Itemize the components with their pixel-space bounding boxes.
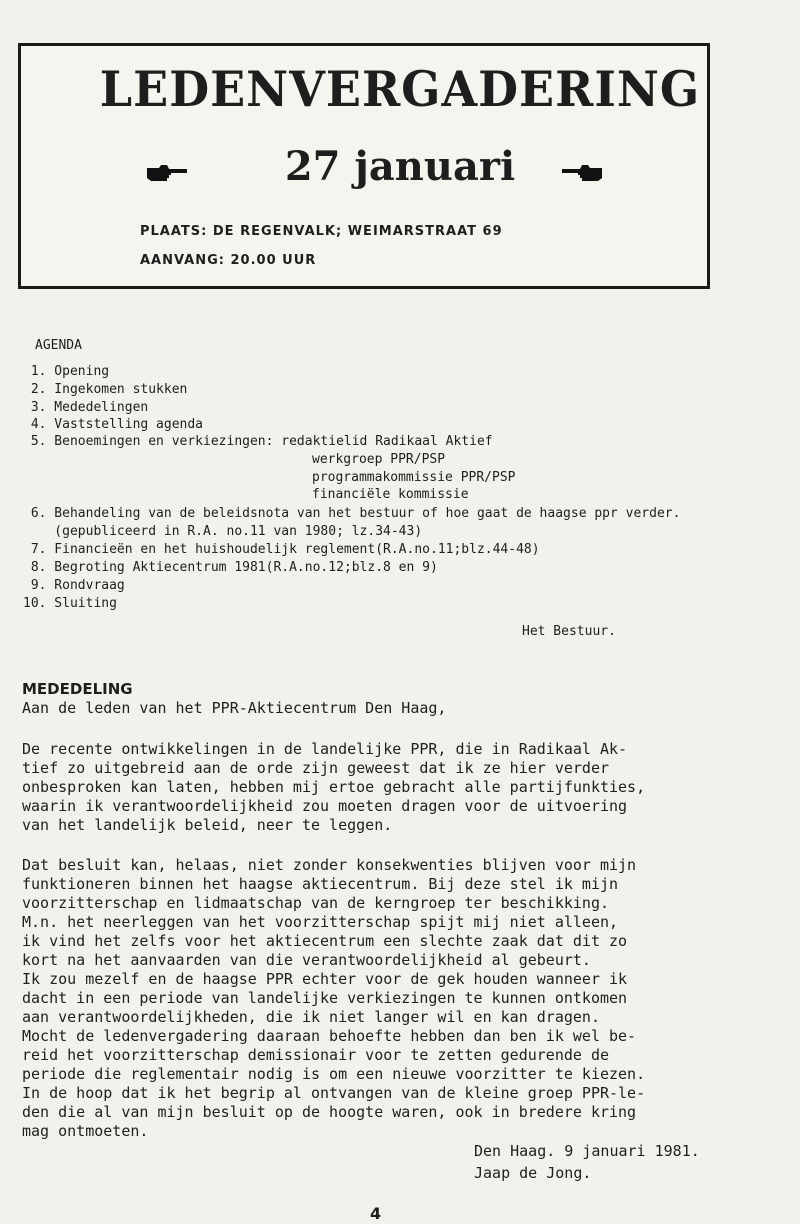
letter-line: waarin ik verantwoordelijkheid zou moeten dragen voor de uitvoering [22,797,628,815]
agenda-signature: Het Bestuur. [522,624,616,639]
letter-line: De recente ontwikkelingen in de landelijke PPR, die in Radikaal Ak- [22,740,628,758]
agenda-item: 9. Rondvraag [23,578,125,593]
letter-line: kort na het aanvaarden van die verantwoordelijkheid al gebeurt. [22,951,591,969]
letter-line: den die al van mijn besluit op de hoogte waren, ook in bredere kring [22,1103,637,1121]
letter-line: funktioneren binnen het haagse aktiecentrum. Bij deze stel ik mijn [22,875,619,893]
letter-line: voorzitterschap en lidmaatschap van de kerngroep ter beschikking. [22,894,609,912]
letter-line: Ik zou mezelf en de haagse PPR echter voor de gek houden wanneer ik [22,970,628,988]
agenda-item: 4. Vaststelling agenda [23,417,204,432]
agenda-item: 1. Opening [23,364,110,379]
letter-line: reid het voorzitterschap demissionair voor te zetten gedurende de [22,1046,609,1064]
closing-author: Jaap de Jong. [474,1164,592,1182]
letter-line: dacht in een periode van landelijke verkiezingen te kunnen ontkomen [22,989,628,1007]
agenda-item: 5. Benoemingen en verkiezingen: redaktielid Radikaal Aktief [23,434,493,449]
agenda-sub-item: werkgroep PPR/PSP [312,452,446,467]
letter-line: aan verantwoordelijkheden, die ik niet langer wil en kan dragen. [22,1008,600,1026]
letter-line: ik vind het zelfs voor het aktiecentrum een slechte zaak dat dit zo [22,932,628,950]
agenda-item: 10. Sluiting [23,596,117,611]
mededeling-title: MEDEDELING [22,680,133,698]
agenda-item: 7. Financieën en het huishoudelijk reglement(R.A.no.11;blz.44-48) [23,542,540,557]
letter-line: periode die reglementair nodig is om een nieuwe voorzitter te kiezen. [22,1065,646,1083]
letter-line: Dat besluit kan, helaas, niet zonder konsekwenties blijven voor mijn [22,856,637,874]
agenda-sub-item: financiële kommissie [312,487,469,502]
agenda-item: 8. Begroting Aktiecentrum 1981(R.A.no.12;blz.8 en 9) [23,560,438,575]
letter-line: van het landelijk beleid, neer te leggen. [22,816,393,834]
closing-place-date: Den Haag. 9 januari 1981. [474,1142,700,1160]
letter-line: mag ontmoeten. [22,1122,149,1140]
letter-line: onbesproken kan laten, hebben mij ertoe gebracht alle partijfunkties, [22,778,646,796]
agenda-item: 2. Ingekomen stukken [23,382,188,397]
agenda-item: (gepubliceerd in R.A. no.11 van 1980; lz.34-43) [23,524,423,539]
meeting-date: 27 januari [284,143,516,190]
meeting-start-time: AANVANG: 20.00 UUR [140,253,317,268]
agenda-item: 3. Mededelingen [23,400,149,415]
letter-line: tief zo uitgebreid aan de orde zijn geweest dat ik ze hier verder [22,759,609,777]
page-number: 4 [370,1204,382,1223]
agenda-sub-item: programmakommissie PPR/PSP [312,470,516,485]
letter-line: Aan de leden van het PPR-Aktiecentrum Den Haag, [22,699,447,717]
letter-line: M.n. het neerleggen van het voorzitterschap spijt mij niet alleen, [22,913,619,931]
agenda-item: 6. Behandeling van de beleidsnota van het bestuur of hoe gaat de haagse ppr verder. [23,506,681,521]
page-title: LEDENVERGADERING [99,60,701,118]
agenda-title: AGENDA [35,338,82,353]
letter-line: In de hoop dat ik het begrip al ontvangen van de kleine groep PPR-le- [22,1084,646,1102]
letter-line: Mocht de ledenvergadering daaraan behoefte hebben dan ben ik wel be- [22,1027,637,1045]
pointing-hand-left-icon [560,162,604,188]
meeting-place: PLAATS: DE REGENVALK; WEIMARSTRAAT 69 [140,224,503,239]
